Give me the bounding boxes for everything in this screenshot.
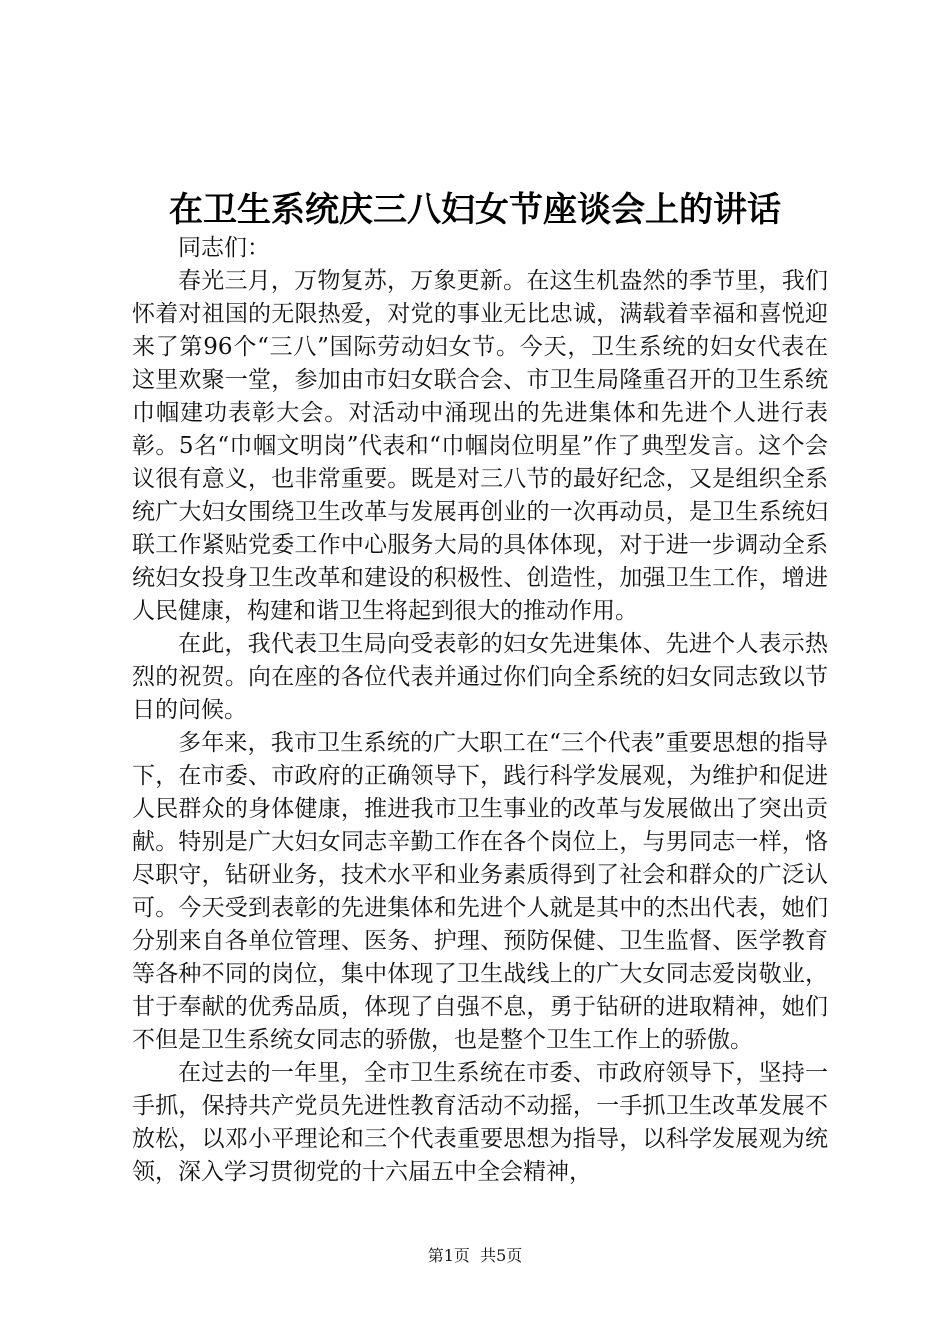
body-paragraph: 在此，我代表卫生局向受表彰的妇女先进集体、先进个人表示热烈的祝贺。向在座的各位代表并通过你们向全系统的妇女同志致以节日的问候。 <box>132 631 828 723</box>
body-paragraph: 多年来，我市卫生系统的广大职工在“三个代表”重要思想的指导下，在市委、市政府的正确领导下，践行科学发展观，为维护和促进人民群众的身体健康，推进我市卫生事业的改革与发展做出了突出贡献。特别是广大妇女同志辛勤工作在各个岗位上，与男同志一样，恪尽职守，钻研业务，技术水平和业务素质得到了社会和群众的广泛认可。今天受到表彰的先进集体和先进个人就是其中的杰出代表，她们分别来自各单位管理、医务、护理、预防保健、卫生监督、医学教育等各种不同的岗位，集中体现了卫生战线上的广大女同志爱岗敬业，甘于奉献的优秀品质，体现了自强不息，勇于钻研的进取精神，她们不但是卫生系统女同志的骄傲，也是整个卫生工作上的骄傲。 <box>132 730 828 1053</box>
body-paragraph: 春光三月，万物复苏，万象更新。在这生机盎然的季节里，我们怀着对祖国的无限热爱，对党的事业无比忠诚，满载着幸福和喜悦迎来了第96个“三八”国际劳动妇女节。今天，卫生系统的妇女代表在这里欢聚一堂，参加由市妇女联合会、市卫生局隆重召开的卫生系统巾帼建功表彰大会。对活动中涌现出的先进集体和先进个人进行表彰。5名“巾帼文明岗”代表和“巾帼岗位明星”作了典型发言。这个会议很有意义，也非常重要。既是对三八节的最好纪念，又是组织全系统广大妇女围绕卫生改革与发展再创业的一次再动员，是卫生系统妇联工作紧贴党委工作中心服务大局的具体体现，对于进一步调动全系统妇女投身卫生改革和建设的积极性、创造性，加强卫生工作，增进人民健康，构建和谐卫生将起到很大的推动作用。 <box>132 268 828 624</box>
page-footer <box>0 1244 950 1268</box>
document-title: 在卫生系统庆三八妇女节座谈会上的讲话 <box>169 190 781 230</box>
page-number: 第1页 共5页 <box>427 1246 523 1265</box>
salutation-paragraph: 同志们： <box>178 235 270 261</box>
body-paragraph: 在过去的一年里，全市卫生系统在市委、市政府领导下，坚持一手抓，保持共产党员先进性教育活动不动摇，一手抓卫生改革发展不放松，以邓小平理论和三个代表重要思想为指导，以科学发展观为统领，深入学习贯彻党的十六届五中全会精神， <box>132 1060 828 1185</box>
document-body <box>132 232 828 1189</box>
